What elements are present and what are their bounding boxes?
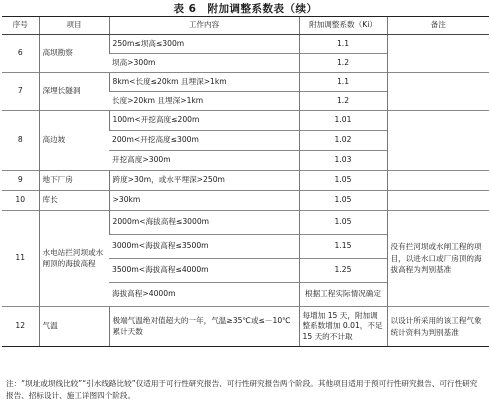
work-content-cell: 长度>20km 且埋深>1km [109,92,299,111]
table-row [2,35,489,54]
coefficient-cell: 1.25 [299,259,387,283]
remarks-cell [387,111,489,171]
header-coefficient: 附加调整系数（Ki） [299,17,387,35]
table-row [2,171,489,191]
remarks-cell: 没有拦河坝或水闸工程的项目，以进水口或厂房顶的海拔高程为判别基准 [387,211,489,307]
table-row [2,111,489,131]
remarks-cell: 以设计所采用的该工程气象统计资料为判别基准 [387,307,489,347]
work-content-cell: 开挖高度>300m [109,151,299,171]
coefficient-cell: 1.05 [299,211,387,235]
row-item: 水电站拦河坝或水闸顶的海拔高程 [39,211,109,307]
header-work-content: 工作内容 [109,17,299,35]
row-number: 8 [2,111,39,171]
coefficient-cell: 1.05 [299,191,387,211]
coefficient-cell: 1.2 [299,54,387,73]
row-number: 9 [2,171,39,191]
row-item: 地下厂房 [39,171,109,191]
row-number: 11 [2,211,39,307]
coefficient-cell: 1.05 [299,171,387,191]
work-content-cell: 3000m<海拔高程≤3500m [109,235,299,259]
table-header-row [2,17,489,35]
remarks-cell [387,73,489,111]
work-content-cell: 200m<开挖高度≤300m [109,131,299,151]
coefficient-cell: 根据工程实际情况确定 [299,283,387,307]
work-content-cell: 100m<开挖高度≤200m [109,111,299,131]
row-item: 高边坡 [39,111,109,171]
remarks-cell [387,191,489,211]
adjustment-coefficient-table [2,16,489,347]
work-content-cell: >30km [109,191,299,211]
header-remarks: 备注 [387,17,489,35]
work-content-cell: 8km<长度≤20km 且埋深>1km [109,73,299,92]
coefficient-cell: 1.2 [299,92,387,111]
row-item: 气温 [39,307,109,347]
table-row [2,211,489,235]
coefficient-cell: 1.15 [299,235,387,259]
row-item: 高坝勘察 [39,35,109,73]
row-number: 6 [2,35,39,73]
coefficient-cell: 1.01 [299,111,387,131]
row-item: 库长 [39,191,109,211]
row-number: 12 [2,307,39,347]
work-content-cell: 坝高>300m [109,54,299,73]
table-row [2,191,489,211]
work-content-cell: 250m≤坝高≤300m [109,35,299,54]
work-content-cell: 2000m<海拔高程≤3000m [109,211,299,235]
row-item: 深埋长隧洞 [39,73,109,111]
remarks-cell [387,171,489,191]
row-number: 7 [2,73,39,111]
coefficient-cell: 每增加 15 天，附加调整系数增加 0.01，不足 15 天的不计取 [299,307,387,347]
header-item: 项目 [39,17,109,35]
header-no: 序号 [2,17,39,35]
coefficient-cell: 1.1 [299,73,387,92]
table-title: 表 6 附加调整系数表（续） [173,3,318,15]
table-footnote: 注：“坝址或坝线比较”“引水线路比较”仅适用于可行性研究报告、可行性研究报告两个阶段。其他项目适用于预可行性研究报告、可行性研究报告、招标设计、施工详图四个阶段。 [6,379,478,400]
work-content-cell: 极端气温绝对值超大的一年，气温≥35℃或≤－10℃累计天数 [109,307,299,347]
work-content-cell: 海拔高程>4000m [109,283,299,307]
coefficient-cell: 1.02 [299,131,387,151]
row-number: 10 [2,191,39,211]
table-row [2,307,489,347]
coefficient-cell: 1.1 [299,35,387,54]
table-row [2,73,489,92]
remarks-cell [387,35,489,73]
coefficient-cell: 1.03 [299,151,387,171]
work-content-cell: 3500m<海拔高程≤4000m [109,259,299,283]
work-content-cell: 跨度>30m，或水平埋深>250m [109,171,299,191]
